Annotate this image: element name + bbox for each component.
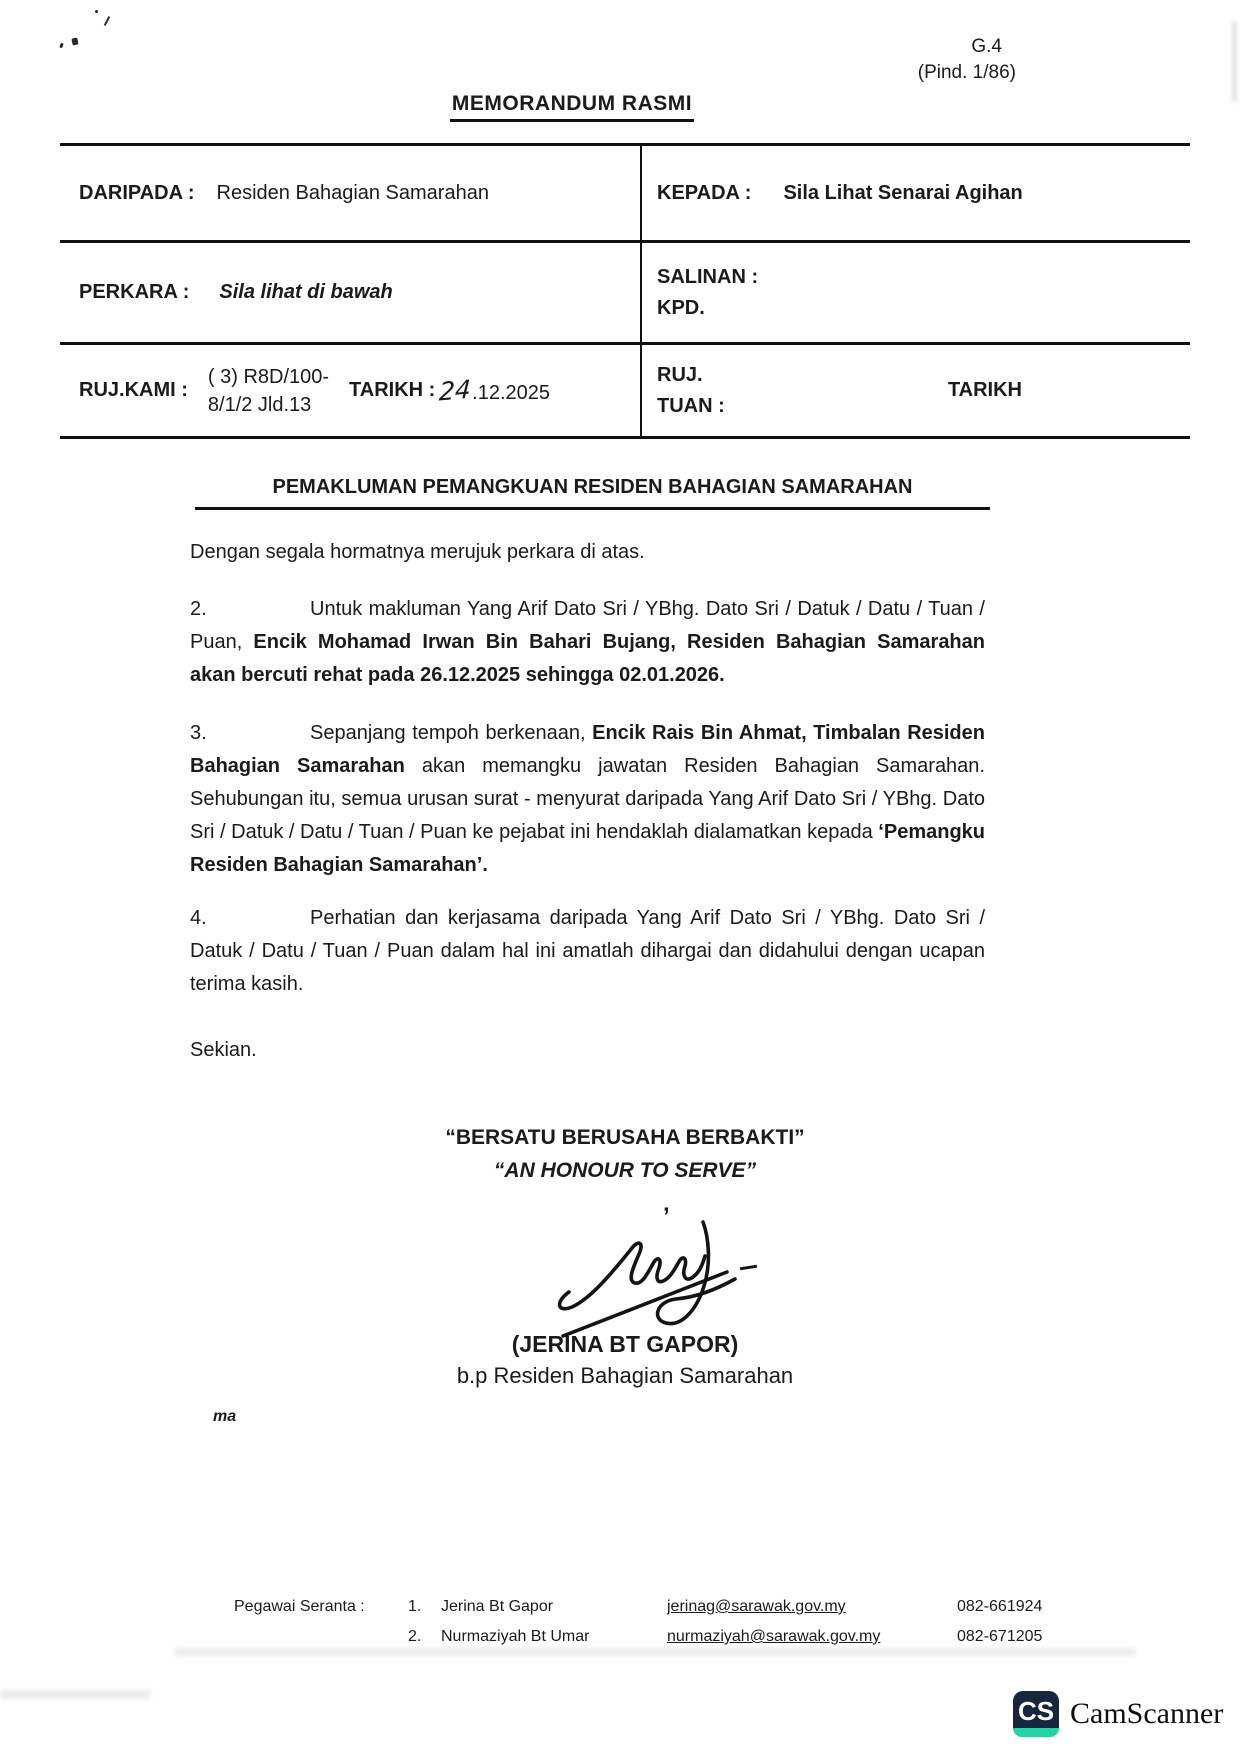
salinan-cell	[640, 243, 1190, 342]
contact-phone: 082-671205	[957, 1628, 1043, 1645]
salinan-label: SALINAN :	[657, 265, 759, 288]
intro-paragraph: Dengan segala hormatnya merujuk perkara di atas.	[190, 541, 645, 563]
contact-email: nurmaziyah@sarawak.gov.my	[667, 1628, 881, 1645]
daripada-cell	[60, 146, 640, 240]
form-code: G.4	[971, 36, 1002, 57]
camscanner-logo-text: CamScanner	[1070, 1697, 1224, 1730]
subject-heading-wrap	[195, 476, 990, 510]
paragraph-3: 3. Sepanjang tempoh berkenaan, Encik Rais Bin Ahmat, Timbalan Residen Bahagian Samarahan akan memangku jawatan Residen Bahagian Samarahan. Sehubungan itu, semua urusan surat - menyurat daripada Yang Arif Dato Sri / YBhg. Dato Sri / Datuk / Datu / Tuan / Puan ke pejabat ini hendaklah dialamatkan kepada ‘Pemangku Residen Bahagian Samarahan’.	[190, 717, 985, 882]
contact-name: Nurmaziyah Bt Umar	[441, 1628, 590, 1645]
table-row	[60, 243, 1190, 345]
tarikh-value: 24.12.2025	[438, 374, 550, 407]
paragraph-2-number: 2.	[190, 598, 207, 620]
typist-initials: ma	[213, 1408, 237, 1425]
signatory-name: (JERINA BT GAPOR)	[511, 1331, 739, 1357]
contact-number: 2.	[408, 1628, 422, 1645]
paragraph-3-number: 3.	[190, 722, 207, 744]
motto-malay: “BERSATU BERUSAHA BERBAKTI”	[445, 1126, 805, 1149]
kepada-label: KEPADA :	[657, 181, 752, 204]
contact-row	[0, 1598, 1240, 1628]
paragraph-4-number: 4.	[190, 907, 207, 929]
motto-block	[5, 1121, 1240, 1187]
motto-english: “AN HONOUR TO SERVE”	[493, 1159, 757, 1182]
signature-scribble	[545, 1216, 760, 1341]
ink-speck	[104, 16, 110, 26]
daripada-label: DARIPADA :	[79, 181, 195, 204]
form-code-block	[0, 34, 1016, 86]
perkara-value: Sila lihat di bawah	[219, 281, 393, 303]
table-row	[60, 146, 1190, 243]
pegawai-seranta-label: Pegawai Seranta :	[234, 1598, 365, 1615]
tarikh-right-label: TARIKH	[947, 379, 1022, 401]
contact-email: jerinag@sarawak.gov.my	[667, 1598, 846, 1615]
camscanner-icon	[1013, 1691, 1059, 1737]
tarikh-label: TARIKH :	[349, 379, 436, 401]
subject-heading: PEMAKLUMAN PEMANGKUAN RESIDEN BAHAGIAN SAMARAHAN	[272, 476, 913, 498]
ruj-kami-cell	[60, 345, 640, 436]
closing-word: Sekian.	[190, 1039, 257, 1061]
ink-speck	[95, 10, 98, 13]
memo-body	[190, 536, 985, 1067]
kepada-value: Sila Lihat Senarai Agihan	[783, 181, 1023, 204]
paragraph-2: 2. Untuk makluman Yang Arif Dato Sri / YBhg. Dato Sri / Datuk / Datu / Tuan / Puan, Encik Mohamad Irwan Bin Bahari Bujang, Residen Bahagian Samarahan akan bercuti rehat pada 26.12.2025 sehingga 02.01.2026.	[190, 593, 985, 692]
document-title: MEMORANDUM RASMI	[450, 92, 694, 122]
camscanner-icon-initials: CS	[1017, 1695, 1055, 1726]
contact-footer	[0, 1598, 1240, 1658]
contact-row	[0, 1628, 1240, 1658]
table-row	[60, 345, 1190, 439]
paragraph-4: 4. Perhatian dan kerjasama daripada Yang Arif Dato Sri / YBhg. Dato Sri / Datuk / Datu / Tuan / Puan dalam hal ini amatlah dihargai dan didahului dengan ucapan terima kasih.	[190, 902, 985, 1001]
perkara-label: PERKARA :	[79, 281, 190, 303]
camscanner-watermark	[1013, 1691, 1223, 1737]
ruj-tuan-line1: RUJ.	[657, 363, 703, 386]
salinan-value: KPD.	[657, 296, 705, 319]
handwritten-day: 24	[438, 374, 472, 407]
signatory-title: b.p Residen Bahagian Samarahan	[456, 1363, 794, 1388]
camscanner-icon-strip	[1013, 1728, 1059, 1737]
contact-name: Jerina Bt Gapor	[441, 1598, 554, 1615]
ruj-kami-value: ( 3) R8D/100- 8/1/2 Jld.13	[207, 365, 330, 416]
scan-edge-artifact	[1233, 22, 1236, 102]
contact-number: 1.	[408, 1598, 422, 1615]
pen-mark: ’	[663, 1203, 670, 1230]
ruj-tuan-line2: TUAN :	[657, 394, 725, 417]
document-title-wrap	[0, 92, 1144, 122]
perkara-cell	[60, 243, 640, 342]
daripada-value: Residen Bahagian Samarahan	[216, 181, 489, 204]
ruj-tuan-cell	[640, 345, 1190, 436]
ruj-kami-label: RUJ.KAMI :	[79, 379, 188, 401]
kepada-cell	[640, 146, 1190, 240]
memo-header-table	[60, 143, 1190, 439]
contact-phone: 082-661924	[957, 1598, 1043, 1615]
scan-smudge	[0, 1690, 150, 1699]
form-revision: (Pind. 1/86)	[917, 62, 1016, 83]
